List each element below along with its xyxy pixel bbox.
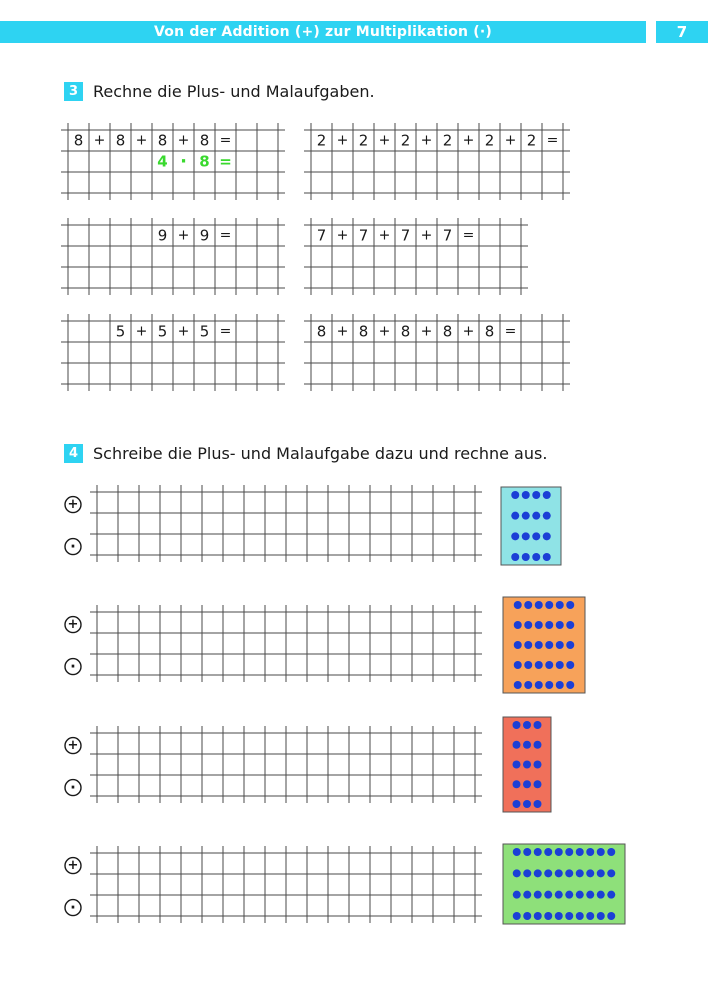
dot	[576, 869, 584, 877]
task-3-term: +	[378, 132, 391, 149]
dot	[513, 869, 521, 877]
page-number: 7	[656, 21, 708, 43]
dot	[514, 681, 522, 689]
dot	[565, 891, 573, 899]
task-3-term: +	[504, 132, 517, 149]
dot	[607, 912, 615, 920]
dot	[511, 553, 519, 561]
dot	[524, 681, 532, 689]
task-4-badge: 4	[64, 444, 83, 463]
dot	[597, 869, 605, 877]
task-3-term: +	[336, 323, 349, 340]
dot	[566, 641, 574, 649]
task-3-term: 5	[115, 322, 126, 341]
task-3-term: 7	[316, 226, 327, 245]
dot	[523, 800, 531, 808]
dot	[534, 780, 542, 788]
task-3-term: =	[546, 132, 559, 149]
dot	[514, 661, 522, 669]
dot	[535, 681, 543, 689]
task-3-term: 2	[442, 131, 453, 150]
dot	[524, 621, 532, 629]
task-3-term: =	[219, 323, 232, 340]
dot	[523, 869, 531, 877]
dot	[566, 621, 574, 629]
dot	[566, 661, 574, 669]
dot	[534, 848, 542, 856]
dot	[524, 601, 532, 609]
dot	[513, 912, 521, 920]
dot	[586, 912, 594, 920]
task-3-term: 2	[316, 131, 327, 150]
task-3-term: 5	[157, 322, 168, 341]
task-3-example-answer: =	[219, 152, 232, 171]
dot	[576, 912, 584, 920]
dot	[514, 601, 522, 609]
dot	[544, 891, 552, 899]
dot	[556, 641, 564, 649]
task-3-term: 8	[442, 322, 453, 341]
dot	[523, 721, 531, 729]
task-3-term: +	[420, 227, 433, 244]
task-3-term: +	[177, 323, 190, 340]
task-3-example-answer: 4	[157, 152, 168, 171]
plus-symbol: +	[67, 858, 79, 874]
dot	[607, 848, 615, 856]
dot	[545, 621, 553, 629]
dot	[597, 912, 605, 920]
dot	[565, 848, 573, 856]
dot	[556, 661, 564, 669]
dot	[556, 621, 564, 629]
task-3-term: 8	[358, 322, 369, 341]
dot	[534, 721, 542, 729]
task-3-term: 8	[73, 131, 84, 150]
dot	[523, 741, 531, 749]
task-3-term: 8	[199, 131, 210, 150]
task-3-term: +	[177, 132, 190, 149]
dot	[545, 661, 553, 669]
dot	[543, 512, 551, 520]
task-3-term: 9	[199, 226, 210, 245]
dot	[522, 553, 530, 561]
dot	[513, 741, 521, 749]
dot	[534, 741, 542, 749]
plus-symbol: +	[67, 738, 79, 754]
dot	[534, 912, 542, 920]
task-3-term: 9	[157, 226, 168, 245]
dot	[545, 601, 553, 609]
dot	[522, 491, 530, 499]
task-3-term: =	[219, 132, 232, 149]
task-3-term: 7	[358, 226, 369, 245]
dot	[544, 912, 552, 920]
dot	[565, 869, 573, 877]
task-3-term: +	[177, 227, 190, 244]
dot	[597, 848, 605, 856]
task-3-term: =	[219, 227, 232, 244]
task-3-term: +	[135, 132, 148, 149]
task-4-instruction: Schreibe die Plus- und Malaufgabe dazu und rechne aus.	[93, 444, 548, 463]
dot	[513, 780, 521, 788]
dot	[523, 891, 531, 899]
task-3-instruction: Rechne die Plus- und Malaufgaben.	[93, 82, 375, 101]
dot	[532, 512, 540, 520]
dot	[543, 491, 551, 499]
task-3-term: +	[420, 132, 433, 149]
dot	[524, 641, 532, 649]
plus-symbol: +	[67, 497, 79, 513]
dot	[524, 661, 532, 669]
dot	[586, 869, 594, 877]
dot	[534, 869, 542, 877]
dot	[534, 800, 542, 808]
page-header-title: Von der Addition (+) zur Multiplikation (·)	[0, 21, 646, 43]
task-3-term: +	[378, 323, 391, 340]
dot	[543, 553, 551, 561]
dot	[544, 869, 552, 877]
dot	[535, 661, 543, 669]
dot	[511, 491, 519, 499]
task-3-term: +	[93, 132, 106, 149]
times-symbol: ·	[70, 537, 76, 556]
plus-symbol: +	[67, 617, 79, 633]
dot	[523, 761, 531, 769]
dot	[514, 621, 522, 629]
dot	[513, 891, 521, 899]
task-3-example-answer: 8	[199, 152, 210, 171]
dot	[556, 681, 564, 689]
dot	[586, 891, 594, 899]
task-3-term: 8	[115, 131, 126, 150]
dot	[522, 512, 530, 520]
dot	[513, 800, 521, 808]
dot	[576, 848, 584, 856]
dot	[597, 891, 605, 899]
times-symbol: ·	[70, 657, 76, 676]
task-3-term: 7	[400, 226, 411, 245]
task-3-term: 7	[442, 226, 453, 245]
task-3-term: +	[462, 323, 475, 340]
dot	[556, 601, 564, 609]
task-3-example-answer: ·	[180, 151, 187, 172]
dot	[607, 891, 615, 899]
dot-array-card-1	[501, 487, 561, 565]
task-3-term: =	[504, 323, 517, 340]
dot	[514, 641, 522, 649]
dot	[523, 848, 531, 856]
dot	[513, 848, 521, 856]
dot	[576, 891, 584, 899]
task-3-term: 8	[400, 322, 411, 341]
dot	[565, 912, 573, 920]
dot	[511, 512, 519, 520]
dot	[545, 641, 553, 649]
task-3-term: 2	[484, 131, 495, 150]
task-3-term: +	[336, 227, 349, 244]
dot	[532, 553, 540, 561]
dot	[523, 912, 531, 920]
dot	[566, 681, 574, 689]
task-3-term: +	[135, 323, 148, 340]
task-3-term: 2	[358, 131, 369, 150]
task-3-term: +	[420, 323, 433, 340]
task-3-term: +	[378, 227, 391, 244]
task-3-term: 2	[400, 131, 411, 150]
task-3-term: +	[462, 132, 475, 149]
dot	[555, 869, 563, 877]
dot-array-card-4	[503, 844, 625, 924]
dot	[555, 848, 563, 856]
task-3-term: 8	[157, 131, 168, 150]
dot	[607, 869, 615, 877]
dot	[555, 912, 563, 920]
dot	[545, 681, 553, 689]
dot	[555, 891, 563, 899]
dot	[532, 491, 540, 499]
dot	[535, 601, 543, 609]
times-symbol: ·	[70, 778, 76, 797]
dot	[513, 721, 521, 729]
task-3-term: 5	[199, 322, 210, 341]
dot	[534, 891, 542, 899]
task-3-term: 2	[526, 131, 537, 150]
dot	[511, 532, 519, 540]
task-3-badge: 3	[64, 82, 83, 101]
dot	[535, 621, 543, 629]
times-symbol: ·	[70, 898, 76, 917]
dot	[544, 848, 552, 856]
dot	[523, 780, 531, 788]
dot	[535, 641, 543, 649]
dot	[543, 532, 551, 540]
task-3-term: 8	[316, 322, 327, 341]
task-3-term: +	[336, 132, 349, 149]
dot	[566, 601, 574, 609]
task-3-term: 8	[484, 322, 495, 341]
dot	[522, 532, 530, 540]
dot	[586, 848, 594, 856]
dot	[532, 532, 540, 540]
dot	[534, 761, 542, 769]
task-3-term: =	[462, 227, 475, 244]
dot	[513, 761, 521, 769]
